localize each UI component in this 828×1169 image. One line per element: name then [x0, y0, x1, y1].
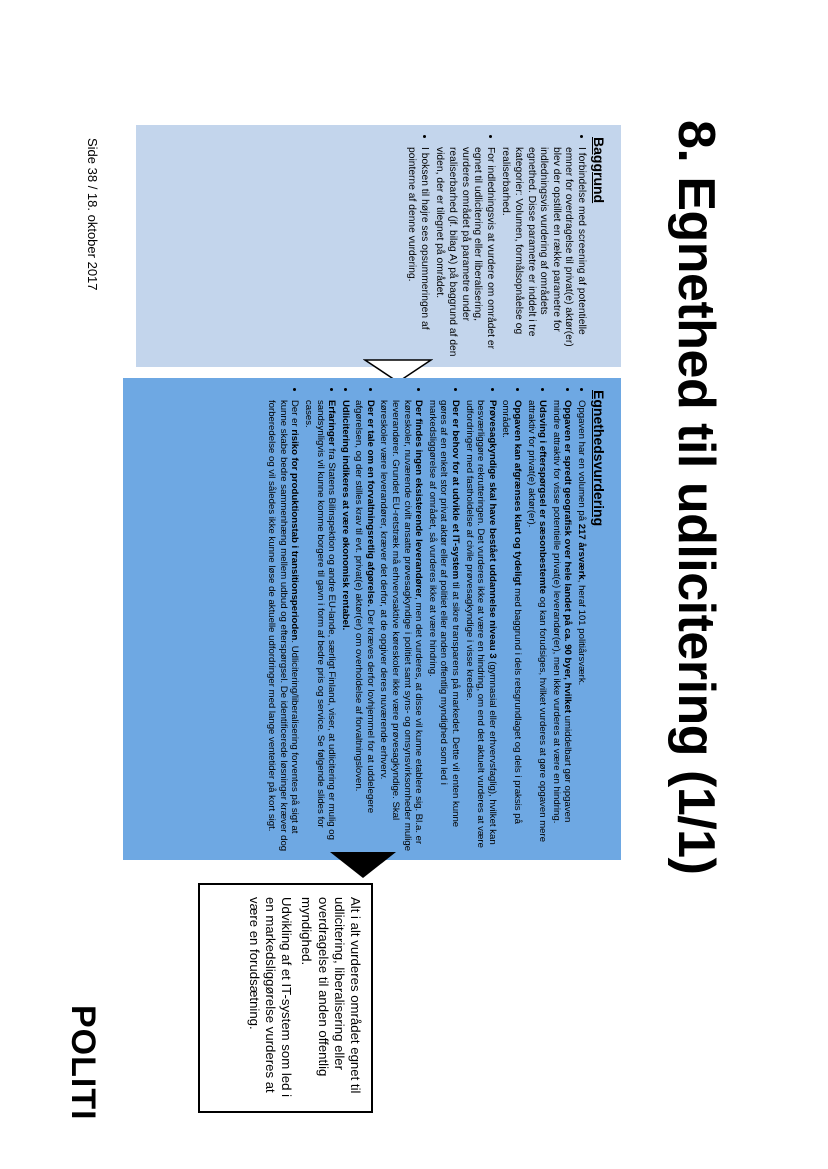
- text: umiddelbart gør opgaven mindre attraktiv for visse potentielle privat(e) leverandør(er), men ikke vurderes at være en hindring.: [550, 400, 574, 824]
- text: med baggrund i dels retsgrundlaget og dels i praksis på området.: [500, 400, 524, 824]
- text: . Udlicitering/liberalisering forventes på sigt at kunne skabe bedre sammenhæng mellem udbud og efterspørgsel. De identificerede løsninger kræver dog forberedelse og vil således ikke kunne løse de aktuelle udfordringer med lange ventetider på kort sigt.: [266, 400, 301, 852]
- bold-text: Erfaringer: [326, 400, 338, 446]
- list-item: • For indledningsvis at vurdere om området er egnet til udlicitering eller liberalisering, vurderes området på parametre under realiserbarhed (jf. bilag A) på baggrund af den viden, der er tilegnet på området.: [433, 147, 496, 359]
- list-item: • I boksen til højre ses opsummeringen af pointerne af denne vurdering.: [405, 147, 430, 359]
- page-title: 8. Egnethed til udlicitering (1/1): [667, 120, 725, 875]
- page-footer: Side 38 / 18. oktober 2017: [85, 138, 100, 291]
- bold-text: Udlicitering indikeres at være økonomisk rentabel.: [339, 400, 351, 631]
- text: Der kræves derfor lovhjemmel for at uddelegere afgørelsen, og der stilles krav til evt. privat(e) aktør(er) om overholdelse af forvaltningsloven.: [353, 400, 376, 814]
- bold-text: 217 årsværk: [576, 523, 587, 580]
- list-item: [266, 400, 301, 852]
- text: , men det vurderes, at disse vil kunne etablere sig. Bl.a. er køreskoler, nuværende civilt ansatte prøvesagkyndige i politiet samt syns- og omsynsvirksomheder mulige leverandører. Grundet EU-retstræk må erhvervsaktive køreskoler ikke være prøvesagkyndige. Skal køreskoler være leverandører, kræver det derfor, at de opgiver deres nuværende erhverv.: [378, 400, 425, 852]
- text: til at sikre transparens på markedet. Dette vil enten kunne gøres af en enkelt stor privat aktør eller af politiet eller anden offentlig myndighed som led i markedsliggørelse af området, så vurderes ikke at være hindring.: [426, 400, 462, 828]
- text: fra Statens Bilinspektion og andre EU-lande, særligt Finland, viser, at udlicitering er mulig og sandsynligvis vil kunne komme borgere til gavn i form af bedre pris og service. Se følgende slides for cases.: [302, 400, 338, 840]
- list-item: [463, 400, 498, 852]
- background-list: [405, 125, 587, 367]
- list-item: [339, 400, 351, 852]
- list-item: • I forbindelse med screening af potentielle emner for overdragelse til privat(e) aktør(er) blev der opstillet en række parametre for indledningsvis vurdering af områdets egnethed. Disse parametre er inddelt i tre kategorier: Volumen, formålsopnåelse og realiserbarhed.: [499, 147, 587, 359]
- list-item: [378, 400, 424, 852]
- bold-text: risiko for produktionstab i transitionsperioden: [289, 429, 301, 641]
- conclusion-text: Udvikling af et IT-system som led i en markedsliggørelse vurderes at være en forudsætning.: [246, 897, 295, 1098]
- list-item: [550, 400, 573, 852]
- background-box: [136, 125, 621, 367]
- background-heading: Baggrund: [591, 137, 607, 204]
- bold-text: Udsving i efterspørgsel er sæsonbestemte: [537, 400, 549, 595]
- politi-logo: POLITI: [64, 1005, 102, 1121]
- list-item: [575, 400, 587, 852]
- bold-text: Der er behov for at udvikle et IT-system: [450, 400, 462, 580]
- bold-text: Opgaven er spredt geografisk over hele landet på ca. 90 byer, hvilket: [562, 400, 574, 713]
- list-item: [500, 400, 523, 852]
- bold-text: Der findes ingen eksisterende leverandører: [413, 400, 425, 598]
- list-item: [302, 400, 337, 852]
- assessment-box: [123, 378, 621, 860]
- list-item: [525, 400, 548, 852]
- bold-text: Opgaven kan afgrænses klart og tydeligt: [512, 400, 524, 586]
- conclusion-box: [198, 883, 373, 1113]
- assessment-heading: Egnethedsvurdering: [591, 390, 607, 527]
- text: Der er: [289, 400, 301, 430]
- text: Opgaven har en volumen på: [576, 400, 587, 524]
- conclusion-text: Alt i alt vurderes området egnet til udlicitering, liberalisering eller overdragelse til anden offentlig myndighed.: [299, 897, 363, 1094]
- list-item: [426, 400, 461, 852]
- bold-text: Der er tale om en forvaltningsretlig afgørelse.: [364, 400, 376, 607]
- text: (gymnasial eller erhvervsfaglig), hvilket kan besværliggøre rekrutteringen. Det vurderes ikke at være en hindring, om end det aktuelt vurderes at være udfordringer med fastholdelse af civile prøvesagkyndige i visse kredse.: [463, 400, 498, 848]
- arrow-right-solid-icon: [328, 850, 398, 880]
- bold-text: Prøvesagkyndige skal have bestået uddannelse niveau 3: [486, 400, 498, 659]
- assessment-list: [266, 378, 587, 860]
- text: , heraf 101 politiårsværk.: [576, 579, 587, 686]
- list-item: [353, 400, 376, 852]
- text: og kan forudsiges, hvilket vurderes at gøre opgaven mere attraktiv for privat(e) aktør(er).: [525, 400, 549, 843]
